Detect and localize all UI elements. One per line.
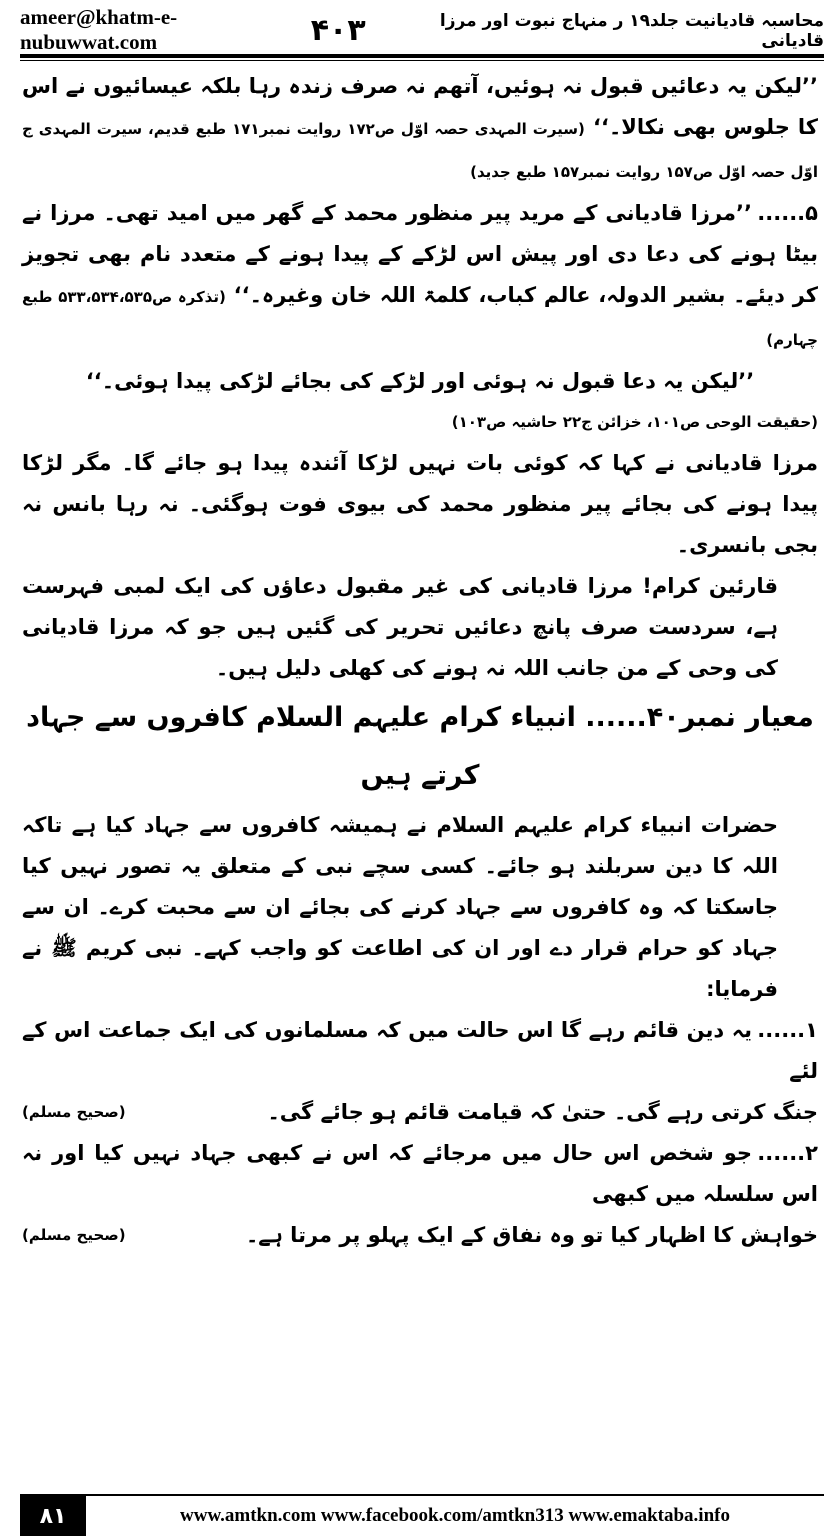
header-rule-thin (20, 60, 824, 61)
footer-page-number: ۸۱ (20, 1496, 86, 1536)
paragraph-4: حضرات انبیاء کرام علیہم السلام نے ہمیشہ کافروں سے جہاد کیا ہے تاکہ اللہ کا دین سربلند ہو جائے۔ کسی سچے نبی کے متعلق یہ تصور نہیں کیا جاسکتا کہ وہ کافروں سے جہاد کرنے کی بجائے ان سے محبت کرے۔ ان سے جہاد کو حرام قرار دے اور ان کی اطاعت کو واجب کہے۔ نبی کریم ﷺ نے فرمایا: (22, 813, 778, 1001)
list-item-2-number: ۲...... (757, 1141, 818, 1165)
header-email[interactable]: ameer@khatm-e-nubuwwat.com (20, 5, 178, 54)
quote-centered: ’’لیکن یہ دعا قبول نہ ہوئی اور لڑکے کی بجائے لڑکی پیدا ہوئی۔‘‘ (85, 369, 755, 393)
header-title: محاسبہ قادیانیت جلد۱۹ ر منہاج نبوت اور مرزا قادیانی (439, 10, 824, 51)
reference-1: (سیرت المہدی حصہ اوّل ص۱۷۲ روایت نمبر۱۷۱ طبع قدیم، سیرت المہدی ج اوّل حصہ اوّل ص۱۵۷ روایت نمبر۱۵۷ طبع جدید) (22, 120, 818, 181)
section-heading: معیار نمبر۴۰...... انبیاء کرام علیہم السلام کافروں سے جہاد کرتے ہیں (26, 702, 814, 791)
page-footer (20, 1494, 824, 1536)
list-item-1-text-2: جنگ کرتی رہے گی۔ حتیٰ کہ قیامت قائم ہو جائے گی۔ (267, 1100, 818, 1124)
header-right (311, 10, 824, 51)
header-page-number: ۴۰۳ (310, 12, 366, 48)
reference-quote: (حقیقت الوحی ص۱۰۱، خزائن ج۲۲ حاشیہ ص۱۰۳) (451, 413, 818, 431)
list-item-5 (22, 193, 818, 361)
list-item-1-number: ۱...... (757, 1018, 818, 1042)
paragraph-quote-1 (22, 66, 818, 193)
paragraph-3: قارئین کرام! مرزا قادیانی کی غیر مقبول دعاؤں کی ایک لمبی فہرست ہے، سردست صرف پانچ دعائیں تحریر کی گئیں ہیں جو کہ مرزا قادیانی کی وحی کے من جانب اللہ نہ ہونے کی کھلی دلیل ہیں۔ (22, 574, 778, 680)
reference-item-1: (صحیح مسلم) (22, 1103, 126, 1121)
reference-item-2: (صحیح مسلم) (22, 1226, 126, 1244)
list-item-2-line-1 (22, 1133, 818, 1215)
list-item-1-line-1 (22, 1010, 818, 1092)
paragraph-quote-1-text: ’’لیکن یہ دعائیں قبول نہ ہوئیں، آتھم نہ صرف زندہ رہا بلکہ عیسائیوں نے اس کا جلوس بھی نکالا۔‘‘ (22, 74, 819, 139)
list-item-2-text: جو شخص اس حال میں مرجائے کہ اس نے کبھی جہاد نہیں کیا اور نہ اس سلسلہ میں کبھی (22, 1141, 818, 1206)
page-header (20, 5, 824, 54)
header-rule-thick (20, 54, 824, 58)
list-item-2-text-2: خواہش کا اظہار کیا تو وہ نفاق کے ایک پہلو پر مرتا ہے۔ (245, 1223, 818, 1247)
footer-urls[interactable]: www.amtkn.com www.facebook.com/amtkn313 www.emaktaba.info (180, 1505, 730, 1526)
list-item-5-text: ’’مرزا قادیانی کے مرید پیر منظور محمد کے گھر میں امید تھی۔ مرزا نے بیٹا ہونے کی دعا دی اور پیش اس لڑکے کے پیدا ہونے کے متعدد نام بھی تجویز کر دیئے۔ بشیر الدولہ، عالم کباب، کلمۃ اللہ خان وغیرہ۔‘‘ (22, 201, 818, 307)
list-item-5-number: ۵...... (757, 201, 818, 225)
list-item-2-line-2 (22, 1215, 818, 1256)
page-body (22, 66, 818, 1256)
reference-5: (تذکرہ ص۵۳۳،۵۳۴،۵۳۵ طبع چہارم) (22, 288, 818, 349)
list-item-1-text: یہ دین قائم رہے گا اس حالت میں کہ مسلمانوں کی ایک جماعت اس کے لئے (22, 1018, 818, 1083)
list-item-1-line-2 (22, 1092, 818, 1133)
paragraph-2: مرزا قادیانی نے کہا کہ کوئی بات نہیں لڑکا آئندہ پیدا ہو جائے گا۔ مگر لڑکا پیدا ہونے کی بجائے پیر منظور محمد کی بیوی فوت ہوگئی۔ نہ رہا بانس نہ بجی بانسری۔ (22, 451, 818, 557)
